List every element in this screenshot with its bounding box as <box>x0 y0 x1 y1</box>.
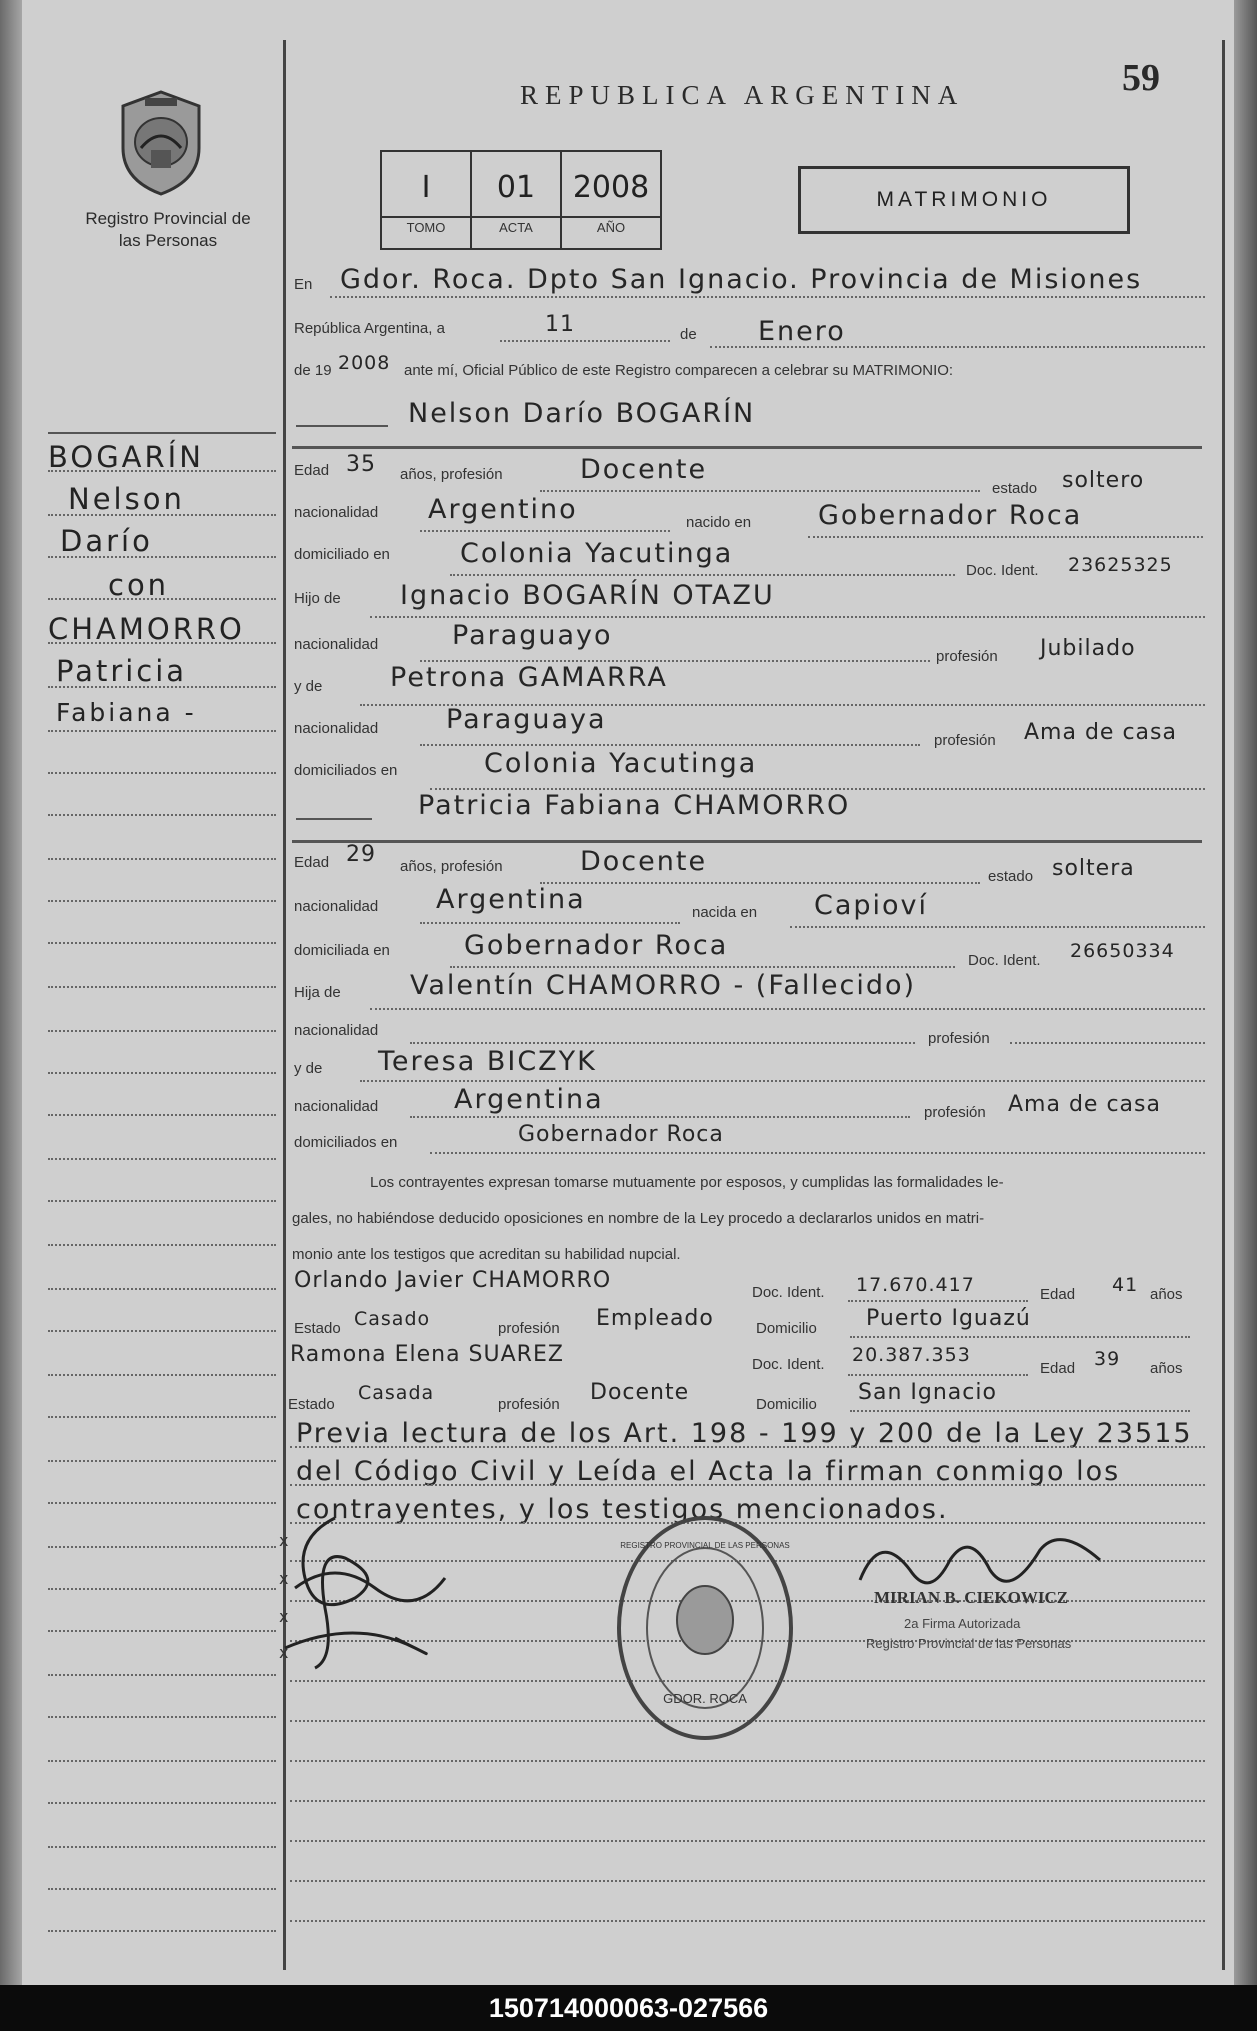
page-number: 59 <box>1122 57 1160 99</box>
right-border <box>1222 40 1225 1970</box>
groom-nac-label: nacionalidad <box>294 504 379 521</box>
bride-nac-label: nacionalidad <box>294 898 379 915</box>
groom-anos-label: años, profesión <box>400 466 503 483</box>
witness-2-estado-label: Estado <box>288 1396 335 1413</box>
groom-age: 35 <box>346 452 376 477</box>
acta-value: 01 <box>496 170 536 205</box>
margin-rule <box>48 432 276 434</box>
bride-mother-prof-label: profesión <box>924 1104 986 1121</box>
bride-status: soltera <box>1052 856 1135 881</box>
groom-mother-prof-label: profesión <box>934 732 996 749</box>
country-title: REPUBLICA ARGENTINA <box>520 80 965 110</box>
stamp-center-text: GDOR. ROCA <box>663 1691 747 1706</box>
groom-edad-label: Edad <box>294 462 330 479</box>
groom-born-in: Gobernador Roca <box>818 500 1083 531</box>
witness-2-anos-label: años <box>1150 1360 1183 1377</box>
bride-doc-label: Doc. Ident. <box>968 952 1041 969</box>
witness-1-age: 41 <box>1112 1274 1139 1296</box>
witness-1-prof-label: profesión <box>498 1320 560 1337</box>
groom-section-rule <box>292 446 1202 449</box>
legal-line-1: Los contrayentes expresan tomarse mutuamente por esposos, y cumplidas las formalidades le- <box>370 1174 1004 1191</box>
bride-doc: 26650334 <box>1070 940 1175 962</box>
groom-dom-label: domiciliado en <box>294 546 390 563</box>
groom-nationality: Argentino <box>428 494 578 525</box>
bride-father-nac-label: nacionalidad <box>294 1022 379 1039</box>
bride-mother-nationality: Argentina <box>454 1084 604 1115</box>
witness-2-prof-label: profesión <box>498 1396 560 1413</box>
witness-1-estado-label: Estado <box>294 1320 341 1337</box>
ano-cell <box>562 152 660 248</box>
margin-line-1: BOGARÍN <box>48 440 204 474</box>
svg-text:x: x <box>279 1569 289 1588</box>
witness-1-doc: 17.670.417 <box>856 1274 975 1296</box>
witness-2-profession: Docente <box>590 1380 690 1405</box>
groom-father-nac-label: nacionalidad <box>294 636 379 653</box>
groom-mother-profession: Ama de casa <box>1024 720 1177 745</box>
agency-name: Registro Provincial de las Personas <box>85 209 251 250</box>
witness-2-doc: 20.387.353 <box>852 1344 971 1366</box>
bride-anos-label: años, profesión <box>400 858 503 875</box>
bride-yde-label: y de <box>294 1060 323 1077</box>
witness-2-domicilio-label: Domicilio <box>756 1396 817 1413</box>
groom-mother-nac-label: nacionalidad <box>294 720 379 737</box>
en-label: En <box>294 276 313 293</box>
day-value: 11 <box>545 312 575 337</box>
bride-nationality: Argentina <box>436 884 586 915</box>
witness-2-domicile: San Ignacio <box>858 1380 997 1405</box>
bride-profession: Docente <box>580 846 708 877</box>
tomo-cell <box>382 152 472 248</box>
groom-father: Ignacio BOGARÍN OTAZU <box>400 580 775 611</box>
groom-mother: Petrona GAMARRA <box>390 662 668 693</box>
document-id: 150714000063-027566 <box>0 1985 1257 2031</box>
official-stamp <box>610 1508 800 1748</box>
official-role: 2a Firma Autorizada <box>904 1616 1021 1631</box>
official-office: Registro Provincial de las Personas <box>866 1636 1072 1651</box>
year-value: 2008 <box>338 352 391 374</box>
groom-mother-nationality: Paraguaya <box>446 704 607 735</box>
groom-doc-label: Doc. Ident. <box>966 562 1039 579</box>
witness-2-age: 39 <box>1094 1348 1121 1370</box>
witness-2-name: Ramona Elena SUAREZ <box>290 1342 564 1367</box>
year-prefix-label: de 19 <box>294 362 332 379</box>
legal-line-2: gales, no habiéndose deducido oposiciones en nombre de la Ley procedo a declararlos unidos en matri- <box>292 1210 985 1227</box>
bride-father: Valentín CHAMORRO - (Fallecido) <box>410 970 917 1001</box>
stamp-ring-text: REGISTRO PROVINCIAL DE LAS PERSONAS <box>620 1541 790 1550</box>
bride-age: 29 <box>346 842 376 867</box>
page-edge <box>1234 0 1257 1985</box>
bride-parents-dom-label: domiciliados en <box>294 1134 398 1151</box>
margin-line-6: Patricia <box>56 654 188 688</box>
month-value: Enero <box>758 316 846 347</box>
tomo-label: TOMO <box>406 220 446 235</box>
legal-line-3: monio ante los testigos que acreditan su habilidad nupcial. <box>292 1246 681 1263</box>
record-type: MATRIMONIO <box>798 166 1130 234</box>
svg-text:x: x <box>279 1531 289 1550</box>
bride-mother-nac-label: nacionalidad <box>294 1098 379 1115</box>
groom-estado-label: estado <box>992 480 1038 497</box>
bride-estado-label: estado <box>988 868 1034 885</box>
bride-parents-residence: Gobernador Roca <box>518 1122 724 1147</box>
witness-1-domicilio-label: Domicilio <box>756 1320 817 1337</box>
groom-hijo-label: Hijo de <box>294 590 341 607</box>
bride-residence: Gobernador Roca <box>464 930 729 961</box>
de-label: de <box>680 326 697 343</box>
margin-line-4: con <box>108 568 170 602</box>
republica-label: República Argentina, a <box>294 320 445 337</box>
witness-1-doc-label: Doc. Ident. <box>752 1284 825 1301</box>
bride-mother-profession: Ama de casa <box>1008 1092 1161 1117</box>
tomo-value: I <box>421 170 431 205</box>
closing-line-3: contrayentes, y los testigos mencionados. <box>296 1494 949 1525</box>
bride-name-heading: Patricia Fabiana CHAMORRO <box>418 790 851 821</box>
groom-parents-residence: Colonia Yacutinga <box>484 748 758 779</box>
coat-of-arms-seal <box>115 88 207 198</box>
bride-dom-label: domiciliada en <box>294 942 390 959</box>
groom-profession: Docente <box>580 454 708 485</box>
witness-2-edad-label: Edad <box>1040 1360 1076 1377</box>
witness-1-anos-label: años <box>1150 1286 1183 1303</box>
svg-text:x: x <box>279 1607 289 1626</box>
closing-line-1: Previa lectura de los Art. 198 - 199 y 200 de la Ley 23515 <box>296 1418 1193 1449</box>
bride-born-in: Capioví <box>814 890 929 921</box>
margin-line-3: Darío <box>60 524 153 558</box>
acta-cell <box>472 152 562 248</box>
margin-line-5: CHAMORRO <box>48 612 245 646</box>
groom-doc: 23625325 <box>1068 554 1173 576</box>
groom-yde-label: y de <box>294 678 323 695</box>
svg-text:x: x <box>279 1643 289 1662</box>
margin-line-7: Fabiana - <box>56 698 197 727</box>
bride-section-rule <box>292 840 1202 843</box>
witness-1-domicile: Puerto Iguazú <box>866 1306 1031 1331</box>
oficial-text: ante mí, Oficial Público de este Registro comparecen a celebrar su MATRIMONIO: <box>404 362 954 379</box>
witness-1-profession: Empleado <box>596 1306 714 1331</box>
margin-line-2: Nelson <box>68 482 185 516</box>
groom-name-heading: Nelson Darío BOGARÍN <box>408 398 756 429</box>
bride-hija-label: Hija de <box>294 984 341 1001</box>
bride-mother: Teresa BICZYK <box>378 1046 597 1077</box>
groom-parents-dom-label: domiciliados en <box>294 762 398 779</box>
groom-father-prof-label: profesión <box>936 648 998 665</box>
bride-edad-label: Edad <box>294 854 330 871</box>
groom-father-nationality: Paraguayo <box>452 620 613 651</box>
closing-line-2: del Código Civil y Leída el Acta la firman conmigo los <box>296 1456 1121 1487</box>
contracting-parties-signatures <box>275 1498 475 1688</box>
bride-father-prof-label: profesión <box>928 1030 990 1047</box>
witness-1-status: Casado <box>354 1308 431 1330</box>
ano-value: 2008 <box>572 170 650 205</box>
ano-label: AÑO <box>596 220 626 235</box>
witness-2-status: Casada <box>358 1382 435 1404</box>
witness-1-edad-label: Edad <box>1040 1286 1076 1303</box>
witness-2-doc-label: Doc. Ident. <box>752 1356 825 1373</box>
groom-residence: Colonia Yacutinga <box>460 538 734 569</box>
official-name: MIRIAN B. CIEKOWICZ <box>874 1588 1069 1607</box>
groom-status: soltero <box>1062 468 1145 493</box>
acta-label: ACTA <box>499 220 533 235</box>
witness-1-name: Orlando Javier CHAMORRO <box>294 1268 612 1293</box>
place-value: Gdor. Roca. Dpto San Ignacio. Provincia de Misiones <box>340 264 1143 295</box>
groom-nacido-label: nacido en <box>686 514 752 531</box>
registry-box <box>380 150 662 250</box>
bride-nacida-label: nacida en <box>692 904 758 921</box>
binding-edge <box>0 0 22 1985</box>
groom-father-profession: Jubilado <box>1040 636 1136 661</box>
